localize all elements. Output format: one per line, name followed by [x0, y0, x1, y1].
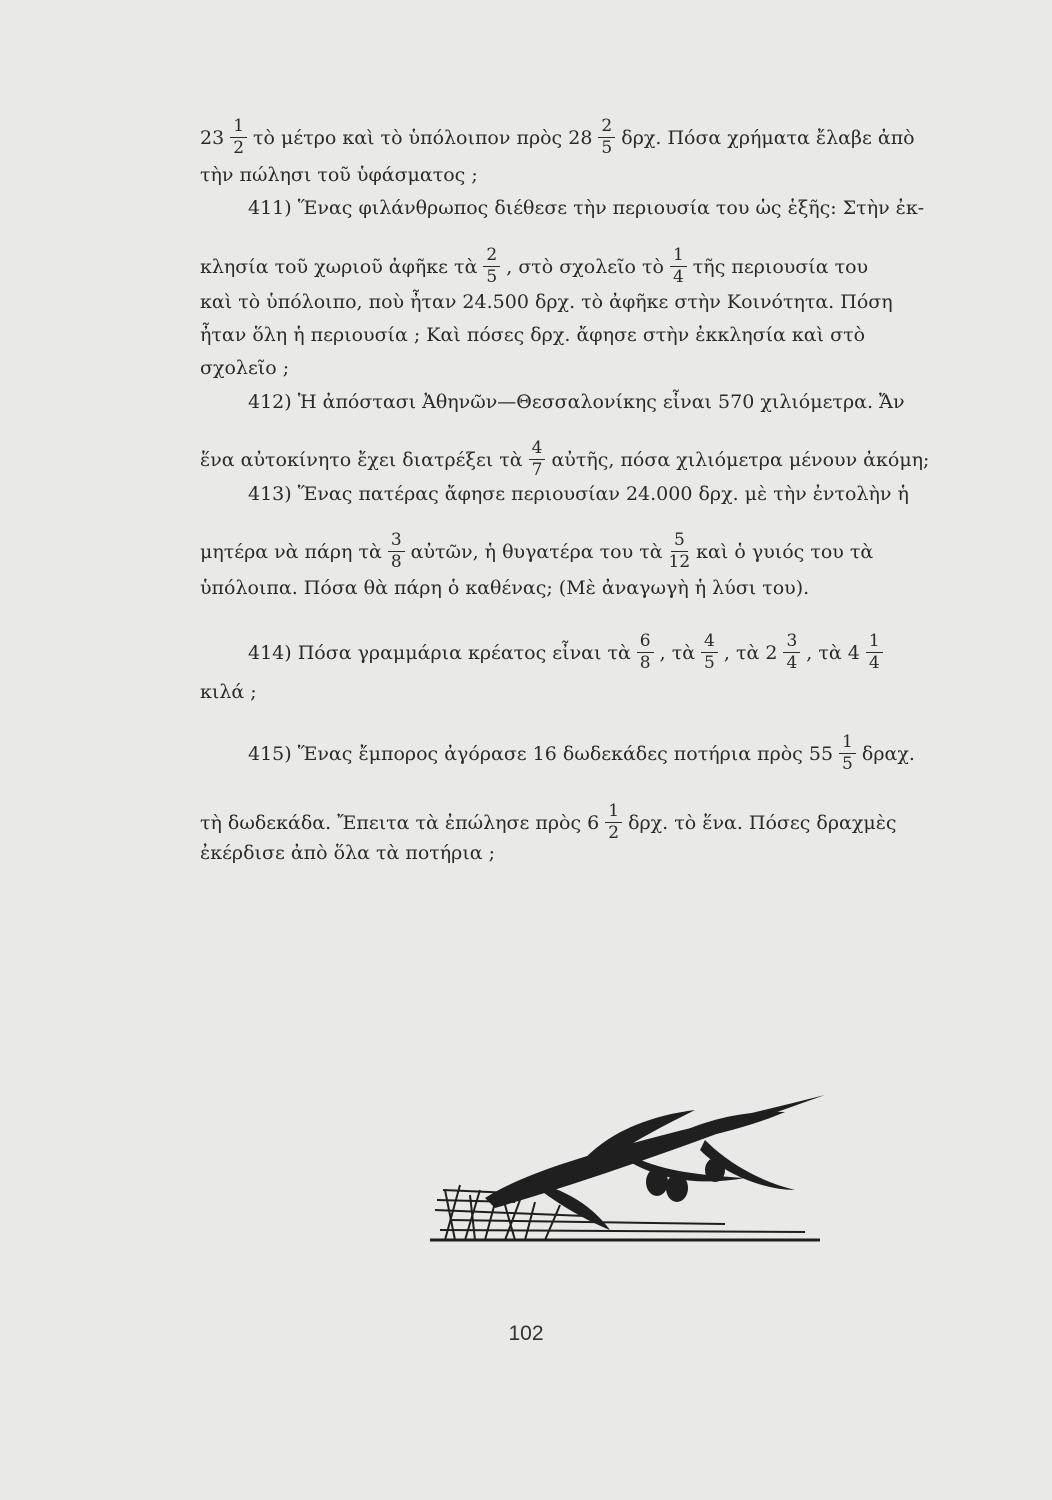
text-line	[200, 438, 930, 480]
text-segment: ἕνα αὐτοκίνητο ἔχει διατρέξει τὰ	[200, 448, 523, 471]
text-segment: δρχ. τὸ ἕνα. Πόσες δραχμὲς	[628, 811, 897, 834]
text-segment: αὐτῆς, πόσα χιλιόμετρα μένουν ἀκόμη;	[551, 448, 930, 471]
fraction: $\frac{3}{8}$	[388, 532, 405, 571]
fraction: $\frac{3}{4}$	[783, 633, 800, 672]
fraction: $\frac{1}{5}$	[839, 734, 856, 773]
text-segment: κλησία τοῦ χωριοῦ ἀφῆκε τὰ	[200, 255, 478, 278]
text-line: καὶ τὸ ὑπόλοιπο, ποὺ ἦταν 24.500 δρχ. τὸ ἀφῆκε στὴν Κοινότητα. Πόση	[200, 291, 893, 313]
text-segment: , τὰ 4	[806, 641, 860, 664]
text-segment: καὶ ὁ γυιός του τὰ	[696, 540, 874, 563]
olive-branch-illustration	[425, 1090, 835, 1250]
text-segment: δραχ.	[861, 742, 915, 765]
text-line: κιλά ;	[200, 681, 257, 703]
text-line	[200, 801, 897, 843]
fraction: $\frac{4}{7}$	[529, 440, 546, 479]
fraction: $\frac{1}{4}$	[670, 247, 687, 286]
fraction: $\frac{1}{2}$	[230, 118, 247, 157]
problem-415-heading	[248, 732, 915, 774]
fraction: $\frac{6}{8}$	[637, 633, 654, 672]
text-segment: , τὰ	[659, 641, 696, 664]
text-segment: δρχ. Πόσα χρήματα ἔλαβε ἀπὸ	[621, 126, 915, 149]
text-segment: τὸ μέτρο καὶ τὸ ὑπόλοιπον πρὸς 28	[253, 126, 593, 149]
text-line	[200, 530, 874, 572]
fraction: $\frac{4}{5}$	[701, 633, 718, 672]
text-segment: τῆς περιουσία του	[692, 255, 869, 278]
text-line: ἦταν ὅλη ἡ περιουσία ; Καὶ πόσες δρχ. ἄφησε στὴν ἐκκλησία καὶ στὸ	[200, 324, 866, 346]
fraction: $\frac{2}{5}$	[598, 118, 615, 157]
text-segment: αὐτῶν, ἡ θυγατέρα του τὰ	[410, 540, 663, 563]
text-segment: 415) Ἕνας ἔμπορος ἀγόρασε 16 δωδεκάδες ποτήρια πρὸς 55	[248, 742, 834, 765]
text-line: τὴν πώλησι τοῦ ὑφάσματος ;	[200, 164, 478, 186]
problem-414-heading	[248, 631, 880, 673]
fraction: $\frac{1}{2}$	[605, 803, 622, 842]
text-line	[200, 116, 915, 158]
text-line: ἐκέρδισε ἀπὸ ὅλα τὰ ποτήρια ;	[200, 842, 496, 864]
fraction: $\frac{1}{4}$	[866, 633, 883, 672]
text-segment: 23	[200, 126, 225, 149]
text-segment: , τὰ 2	[723, 641, 778, 664]
text-segment: τὴ δωδεκάδα. Ἔπειτα τὰ ἐπώλησε πρὸς 6	[200, 811, 600, 834]
text-segment: 414) Πόσα γραμμάρια κρέατος εἶναι τὰ	[248, 641, 631, 664]
text-segment: μητέρα νὰ πάρη τὰ	[200, 540, 382, 563]
fraction: $\frac{5}{12}$	[668, 530, 691, 572]
page-number: 102	[508, 1322, 544, 1345]
problem-412-heading: 412) Ἡ ἀπόστασι Ἀθηνῶν—Θεσσαλονίκης εἶναι 570 χιλιόμετρα. Ἄν	[248, 391, 905, 413]
fraction: $\frac{2}{5}$	[483, 247, 500, 286]
text-segment: , στὸ σχολεῖο τὸ	[506, 255, 664, 278]
text-line	[200, 245, 869, 287]
text-line: ὑπόλοιπα. Πόσα θὰ πάρη ὁ καθένας; (Μὲ ἀναγωγὴ ἡ λύσι του).	[200, 577, 810, 599]
problem-413-heading: 413) Ἕνας πατέρας ἄφησε περιουσίαν 24.000 δρχ. μὲ τὴν ἐντολὴν ἡ	[248, 483, 909, 505]
problem-411-heading: 411) Ἕνας φιλάνθρωπος διέθεσε τὴν περιουσία του ὡς ἑξῆς: Στὴν ἐκ-	[248, 197, 925, 219]
text-line: σχολεῖο ;	[200, 357, 290, 379]
